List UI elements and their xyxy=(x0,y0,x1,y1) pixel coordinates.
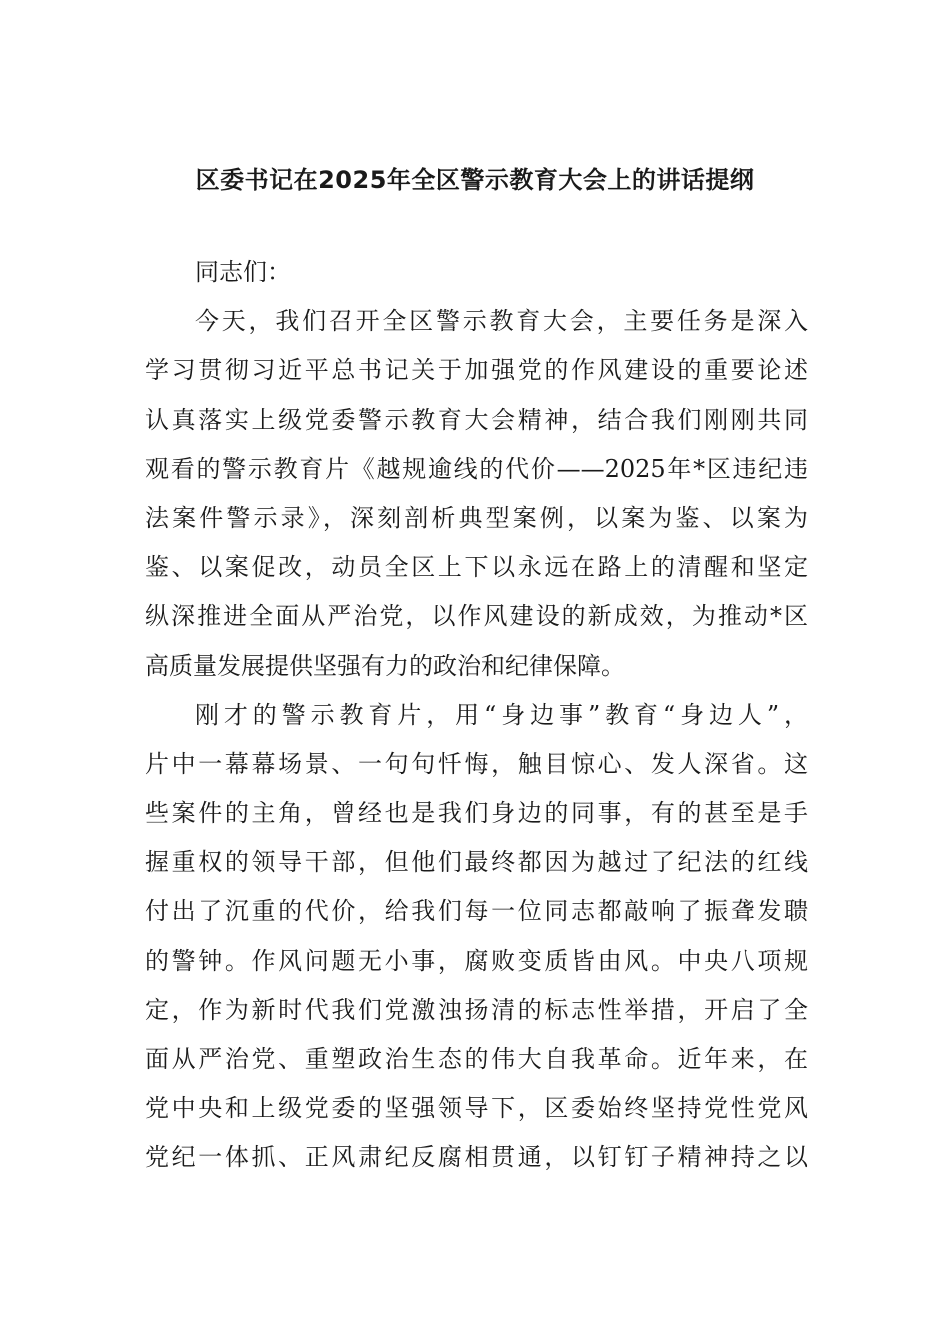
paragraph-line: 法案件警示录》，深刻剖析典型案例，以案为鉴、以案为 xyxy=(145,503,808,532)
paragraph-line: 党中央和上级党委的坚强领导下，区委始终坚持党性党风 xyxy=(145,1094,808,1123)
paragraph-line: 鉴、以案促改，动员全区上下以永远在路上的清醒和坚定 xyxy=(145,553,808,582)
paragraph-line: 些案件的主角，曾经也是我们身边的同事，有的甚至是手 xyxy=(145,799,808,828)
paragraph-line: 学习贯彻习近平总书记关于加强党的作风建设的重要论述 xyxy=(145,356,808,385)
paragraph-line: 面从严治党、重塑政治生态的伟大自我革命。近年来，在 xyxy=(145,1045,808,1073)
paragraph-line: 观看的警示教育片《越规逾线的代价——2025年*区违纪违 xyxy=(145,454,808,483)
paragraph-line: 党纪一体抓、正风肃纪反腐相贯通，以钉钉子精神持之以 xyxy=(145,1143,808,1172)
paragraph-line: 纵深推进全面从严治党，以作风建设的新成效，为推动*区 xyxy=(145,602,808,631)
paragraph-line: 高质量发展提供坚强有力的政治和纪律保障。 xyxy=(145,651,625,680)
paragraph-line: 握重权的领导干部，但他们最终都因为越过了纪法的红线 xyxy=(145,848,808,877)
paragraph-line: 定，作为新时代我们党激浊扬清的标志性举措，开启了全 xyxy=(145,995,808,1024)
paragraph-line: 的警钟。作风问题无小事，腐败变质皆由风。中央八项规 xyxy=(145,946,808,975)
document-body xyxy=(145,248,808,1183)
paragraph-line: 刚才的警示教育片，用“身边事”教育“身边人”， xyxy=(195,700,808,729)
paragraph-line: 今天，我们召开全区警示教育大会，主要任务是深入 xyxy=(195,307,808,336)
salutation: 同志们： xyxy=(195,258,291,286)
document-title: 区委书记在2025年全区警示教育大会上的讲话提纲 xyxy=(195,166,755,194)
paragraph-line: 片中一幕幕场景、一句句忏悔，触目惊心、发人深省。这 xyxy=(145,749,808,778)
paragraph-line: 付出了沉重的代价，给我们每一位同志都敲响了振聋发聩 xyxy=(145,897,808,926)
paragraph-line: 认真落实上级党委警示教育大会精神，结合我们刚刚共同 xyxy=(145,405,808,434)
